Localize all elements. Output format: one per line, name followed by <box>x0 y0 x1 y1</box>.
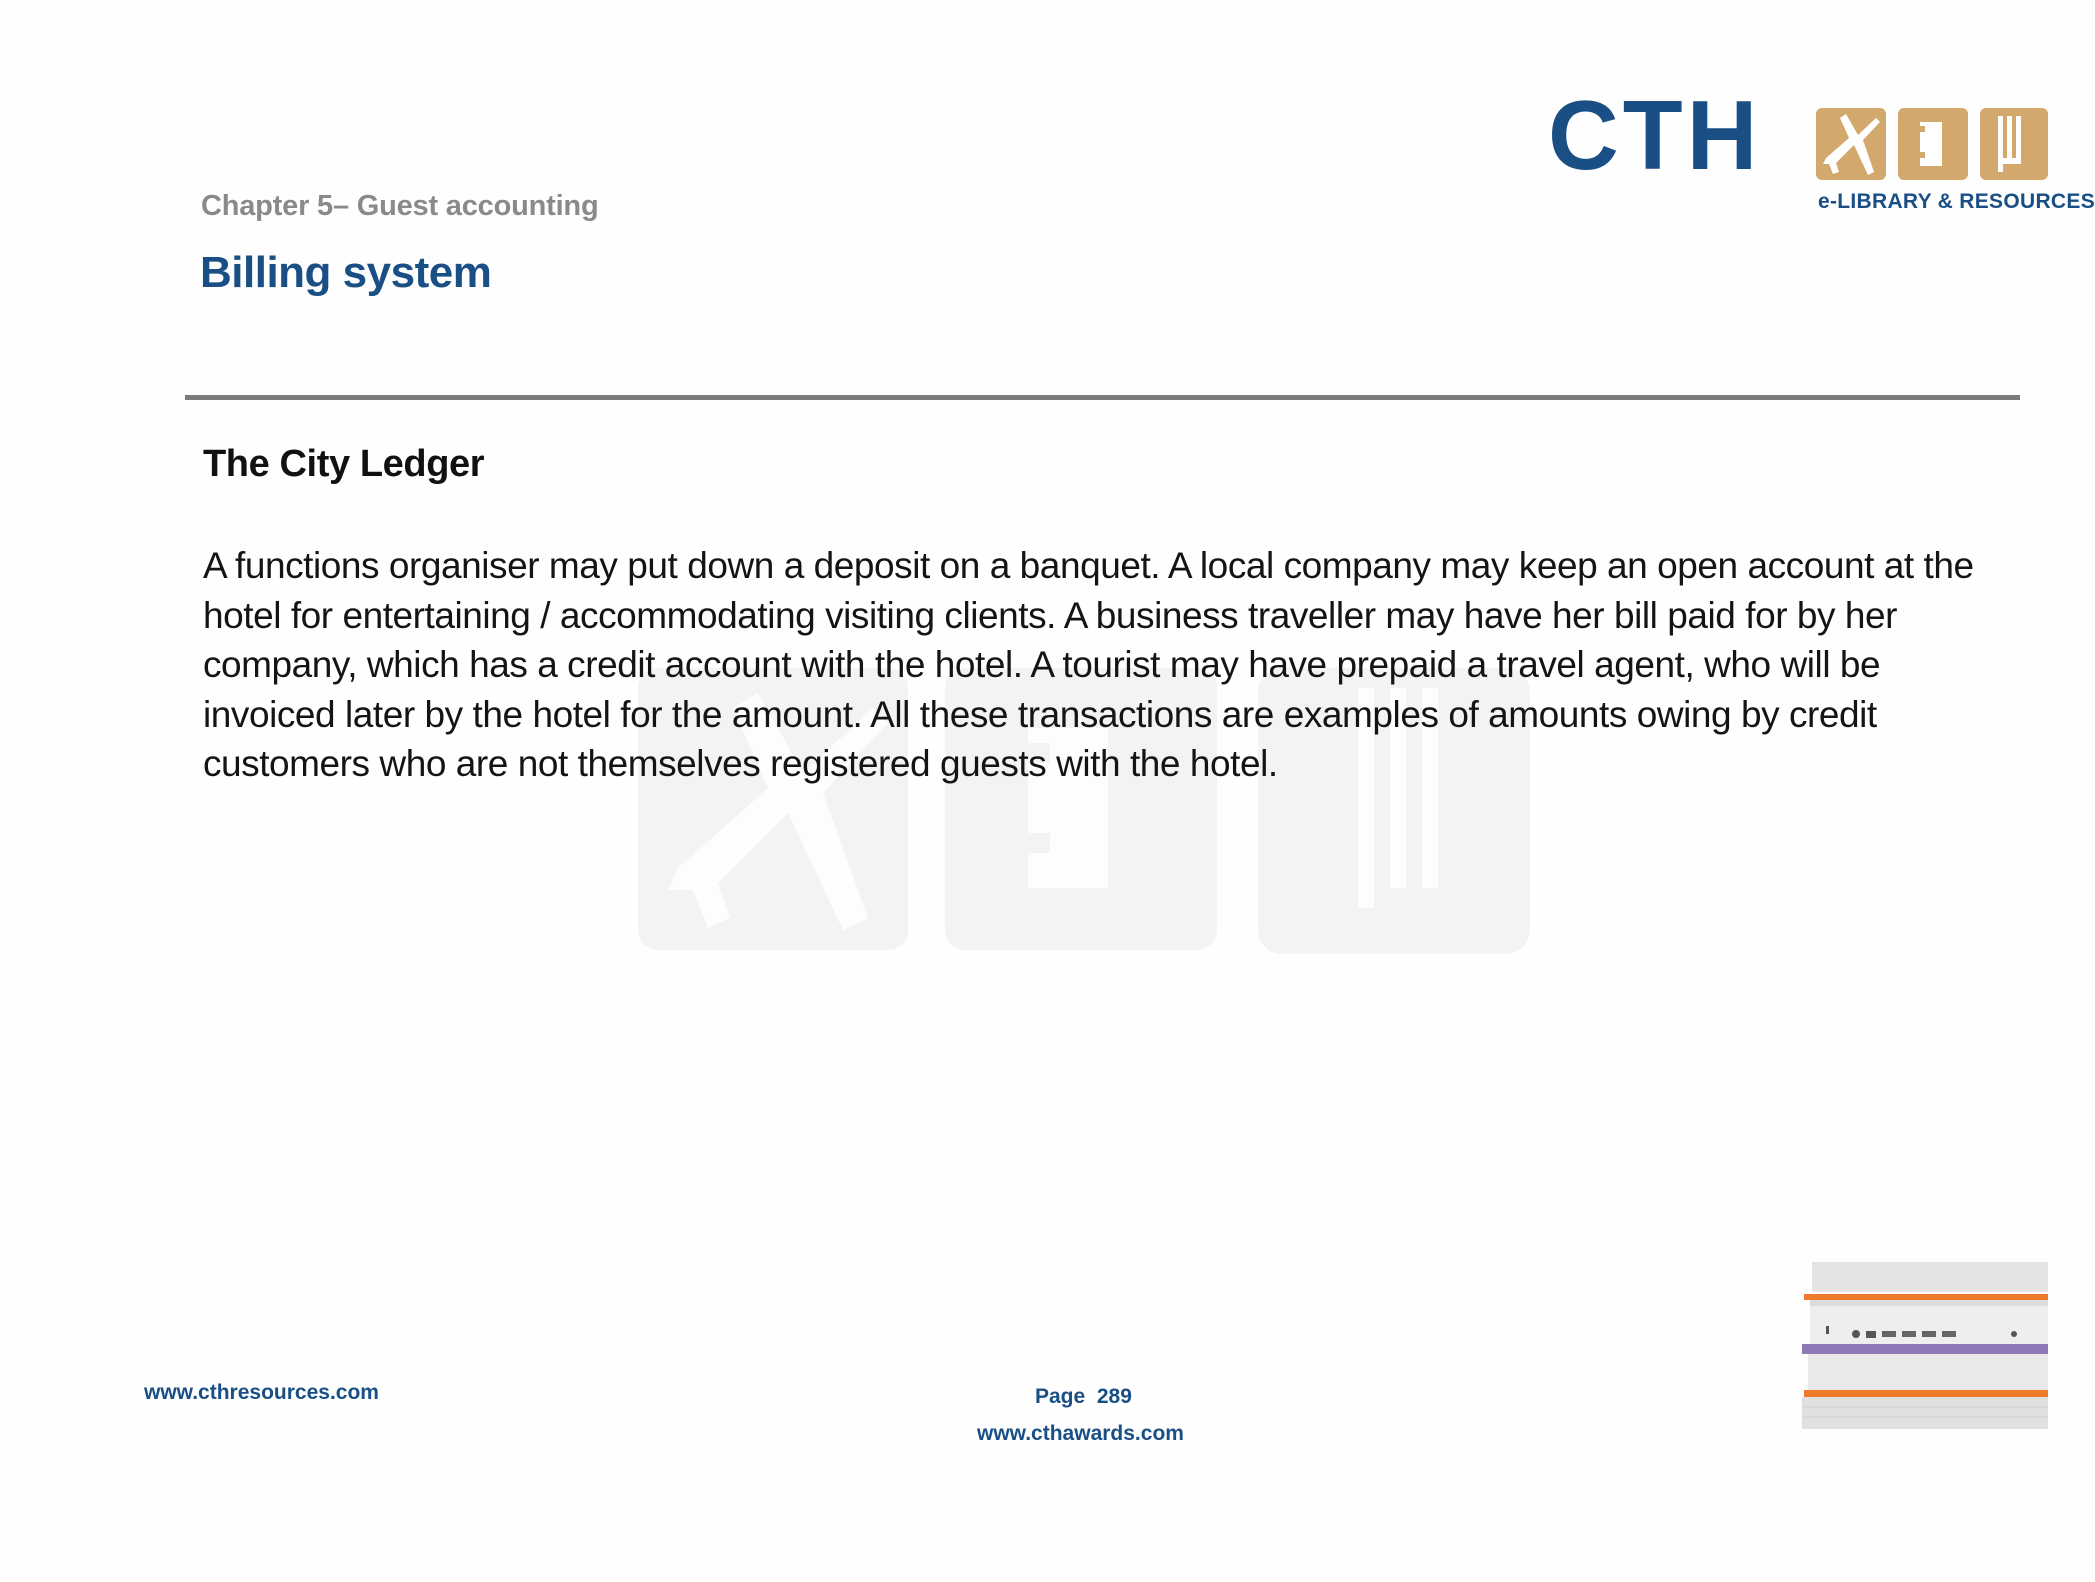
cth-logo <box>1548 80 2095 224</box>
books-stack-icon <box>1800 1262 2048 1432</box>
page-title: Billing system <box>200 248 492 297</box>
chapter-label: Chapter 5– Guest accounting <box>201 190 599 222</box>
logo-icons <box>1816 108 2048 184</box>
logo-subtitle: e-LIBRARY & RESOURCES <box>1818 190 2095 213</box>
footer-website-link[interactable]: www.cthresources.com <box>144 1381 379 1404</box>
section-heading: The City Ledger <box>203 443 485 485</box>
logo-wordmark: CTH <box>1548 80 1762 190</box>
page-number: Page 289 <box>1035 1385 1132 1408</box>
header-divider <box>185 395 2020 400</box>
body-paragraph: A functions organiser may put down a deposit on a banquet. A local company may keep an open account at the hotel for entertaining / accommodating visiting clients. A business traveller may have her bill paid for by her company, which has a credit account with the hotel. A tourist may have prepaid a travel agent, who will be invoiced later by the hotel for the amount. All these transactions are examples of amounts owing by credit customers who are not themselves registered guests with the hotel. <box>203 545 1974 784</box>
footer-awards-link[interactable]: www.cthawards.com <box>977 1422 1184 1445</box>
